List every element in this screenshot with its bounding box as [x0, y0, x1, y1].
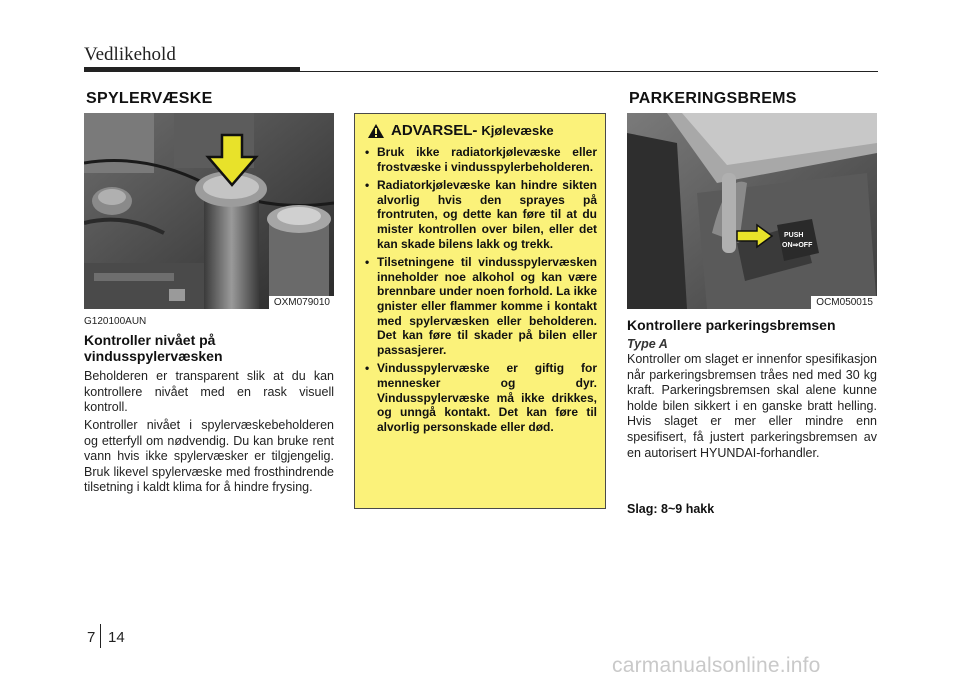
parking-brake-subtitle: Kontrollere parkeringsbremsen [627, 317, 836, 333]
washer-subtitle-line1: Kontroller nivået på [84, 332, 216, 348]
slag-spec: Slag: 8~9 hakk [627, 502, 715, 516]
washer-subtitle-line2: vindusspylervæsken [84, 348, 223, 364]
type-label: Type A [627, 337, 668, 351]
parking-brake-photo [627, 113, 877, 309]
parking-brake-paragraph: Kontroller om slaget er innenfor spesifikasjon når parkeringsbremsen tråes ned med 30 kg kraft. Parkeringsbremsen skal alene kunne holde bilen sikkert i en ganske bratt helling. Hvis slaget er mer eller mindre enn spesifisert, få justert parkeringsbremsen av en autorisert HYUNDAI-forhandler. [627, 352, 877, 460]
parking-brake-illustration [627, 113, 877, 309]
washer-paragraph-2: Kontroller nivået i spylervæskebeholderen og etterfyll om nødvendig. Du kan bruke rent vann hvis ikke spylervæsker er tilgjengelig. Bruk likevel spylervæske med frosthindrende tilsetning i kaldt klima for å hindre frysing. [84, 418, 334, 495]
photo-code-left: OXM079010 [269, 296, 334, 309]
washer-paragraph-1: Beholderen er transparent slik at du kan kontrollere nivået med en rask visuell kontroll. [84, 369, 334, 415]
section-code: G120100AUN [84, 316, 147, 327]
page-number-divider [100, 624, 101, 648]
warning-header [367, 122, 597, 139]
push-label: PUSH [784, 232, 804, 239]
warning-item-4: • Vindusspylervæske er giftig for mennesker og dyr. Vindusspylervæske må ikke drikkes, og unngå kontakt. Det kan føre til alvorlig personskade eller død. [363, 361, 597, 434]
on-off-label: ON⇒OFF [782, 242, 813, 249]
warning-item-1: • Bruk ikke radiatorkjølevæske eller frostvæske i vindusspylerbeholderen. [363, 145, 597, 174]
warning-triangle-icon [367, 123, 385, 139]
photo-code-right: OCM050015 [811, 296, 877, 309]
running-header: Vedlikehold [84, 44, 176, 65]
warning-title: ADVARSEL- [391, 122, 478, 139]
section-title-washer-fluid: SPYLERVÆSKE [86, 90, 213, 107]
warning-list [363, 145, 597, 434]
warning-item-2: • Radiatorkjølevæske kan hindre sikten alvorlig hvis den sprayes på frontruten, og dette kan føre til at du mister kontrollen over bilen, eller det kan skade bilens lakk og trekk. [363, 178, 597, 251]
warning-item-3: • Tilsetningene til vindusspylervæsken inneholder noe alkohol og kan være brennbare under noen forhold. La ikke gnister eller flammer komme i kontakt med spylervæsken eller beholderen. Det kan føre til skader på bilen eller passasjerer. [363, 255, 597, 357]
watermark-text: carmanualsonline.info [612, 654, 821, 677]
page-number: 14 [108, 629, 125, 646]
chapter-number: 7 [87, 629, 96, 646]
washer-reservoir-illustration [84, 113, 334, 309]
header-thick-rule [84, 67, 300, 72]
header-thin-rule [300, 71, 878, 72]
warning-subtitle: Kjølevæske [481, 123, 554, 138]
section-title-parking-brake: PARKERINGSBREMS [629, 90, 797, 107]
warning-box [354, 113, 606, 509]
washer-reservoir-photo [84, 113, 334, 309]
